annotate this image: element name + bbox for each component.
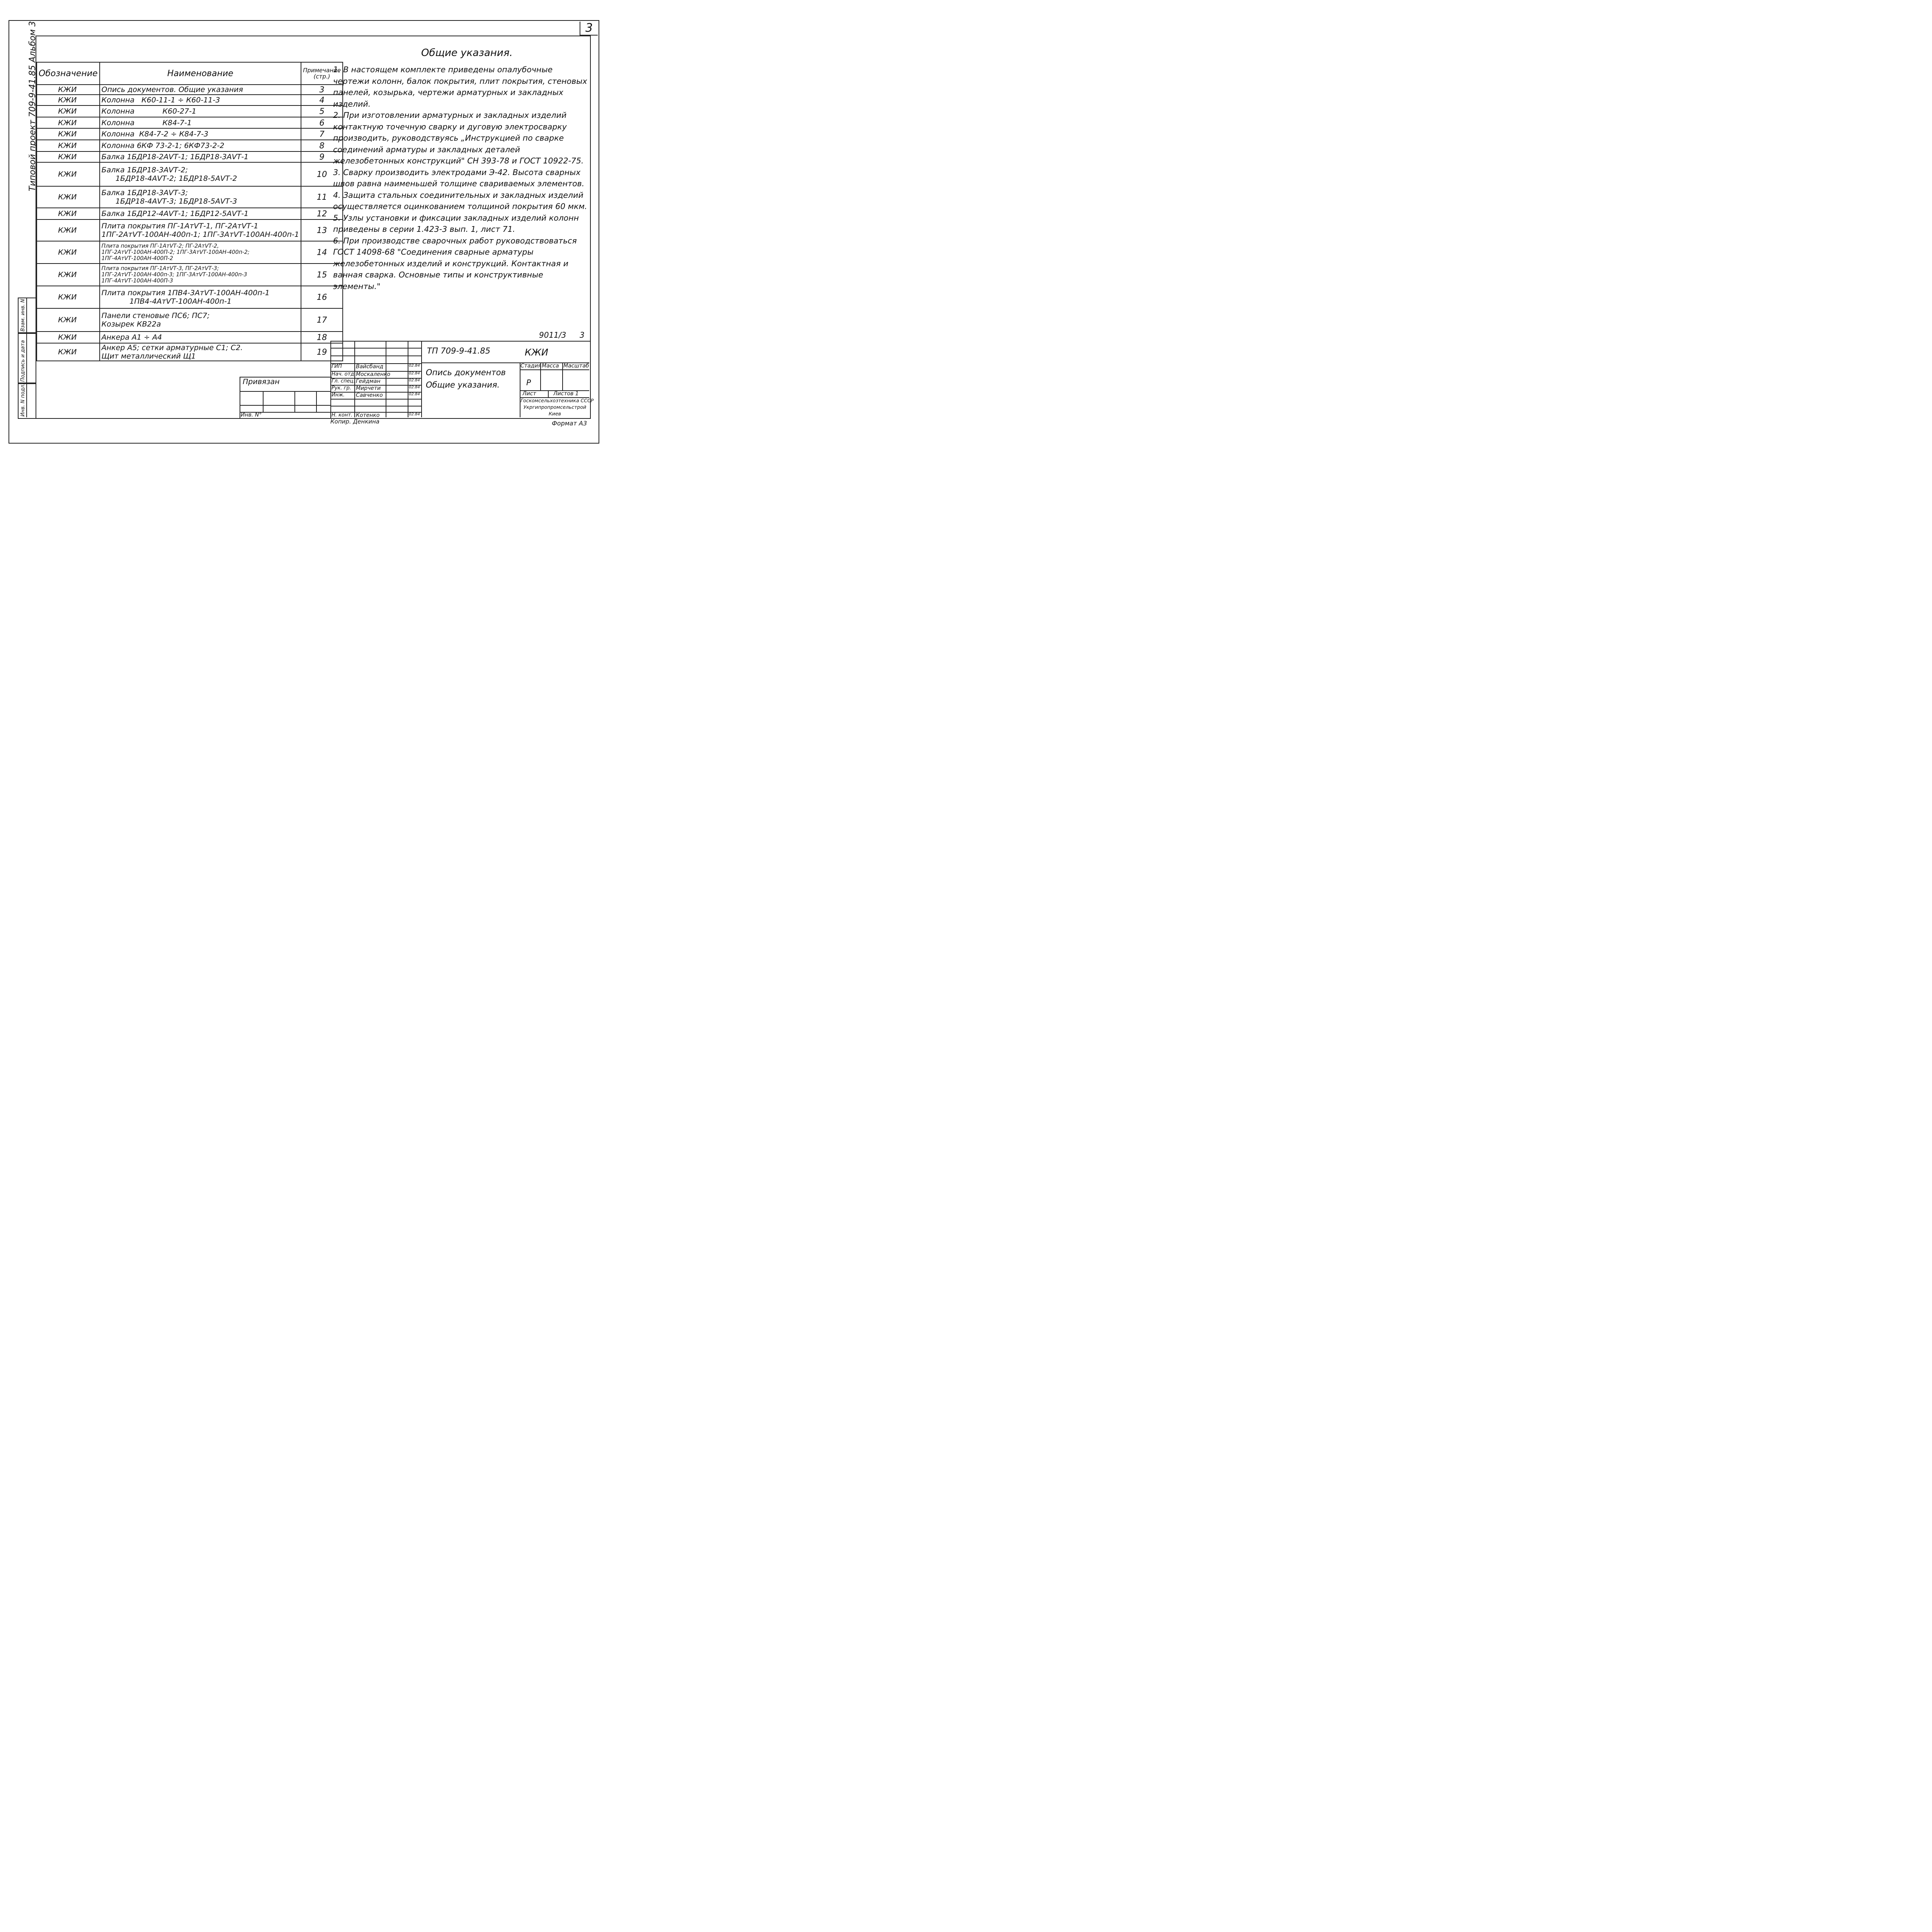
paper-format: Формат А3 bbox=[552, 420, 587, 427]
row-code: КЖИ bbox=[37, 264, 100, 286]
row-name: Анкера А1 ÷ А4 bbox=[100, 332, 301, 343]
signature-name: Гейдман bbox=[356, 378, 381, 384]
row-code: КЖИ bbox=[37, 95, 100, 105]
table-row bbox=[37, 85, 343, 95]
row-page: 6 bbox=[301, 117, 343, 128]
row-name: Колонна К60-27-1 bbox=[100, 105, 301, 117]
copied-by: Копир. Денкина bbox=[330, 418, 380, 425]
notes-body bbox=[333, 64, 588, 292]
row-page: 17 bbox=[301, 308, 343, 332]
row-page: 3 bbox=[301, 85, 343, 95]
row-name: Балка 1БДР18-3АⅤТ-2; 1БДР18-4АⅤТ-2; 1БДР18-5АⅤТ-2 bbox=[100, 162, 301, 186]
signature-date: 02.84 bbox=[409, 412, 420, 417]
scale-label: Масштаб bbox=[563, 363, 589, 369]
signature-role: Инж. bbox=[332, 392, 345, 398]
table-row bbox=[37, 241, 343, 264]
row-name: Плита покрытия 1ПВ4-3АтⅤТ-100АН-400п-1 1ПВ4-4АтⅤТ-100АН-400п-1 bbox=[100, 286, 301, 308]
row-page: 15 bbox=[301, 264, 343, 286]
mark-code: КЖИ bbox=[525, 347, 548, 358]
organization: Госкомсельхозтехника СССР Укргипропромсельстрой Киев bbox=[520, 398, 594, 417]
table-row bbox=[37, 162, 343, 186]
note-item: 3. Сварку производить электродами Э-42. Высота сварных швов равна наименьшей толщине свариваемых элементов. bbox=[333, 167, 585, 188]
row-page: 7 bbox=[301, 128, 343, 140]
table-row bbox=[37, 208, 343, 219]
header-name: Наименование bbox=[100, 62, 301, 85]
mass-label: Масса bbox=[542, 363, 559, 369]
table-row bbox=[37, 308, 343, 332]
row-code: КЖИ bbox=[37, 105, 100, 117]
row-page: 10 bbox=[301, 162, 343, 186]
row-code: КЖИ bbox=[37, 286, 100, 308]
row-name: Балка 1БДР18-2АⅤТ-1; 1БДР18-3АⅤТ-1 bbox=[100, 151, 301, 162]
row-code: КЖИ bbox=[37, 308, 100, 332]
note-item: 6. При производстве сварочных работ руководствоваться ГОСТ 14098-68 "Соединения сварные арматуры железобетонных изделий и конструкций. Контактная и ванная сварка. Основные типы и конструктивные элементы." bbox=[333, 236, 577, 291]
note-item: 5. Узлы установки и фиксации закладных изделий колонн приведены в серии 1.423-3 вып. 1, лист 71. bbox=[333, 213, 579, 234]
row-code: КЖИ bbox=[37, 219, 100, 241]
row-code: КЖИ bbox=[37, 332, 100, 343]
stamp-inv-podl-label: Инв. N подл. bbox=[20, 383, 26, 417]
signature-name: Савченко bbox=[356, 392, 383, 398]
documents-table bbox=[36, 62, 343, 361]
signature-role: ГИП bbox=[332, 364, 342, 369]
row-code: КЖИ bbox=[37, 162, 100, 186]
project-code: ТП 709-9-41.85 bbox=[427, 346, 491, 355]
signature-date: 02.84 bbox=[409, 392, 420, 396]
table-row bbox=[37, 117, 343, 128]
signature-name: Вайсбанд bbox=[356, 364, 384, 370]
row-name: Балка 1БДР18-3АⅤТ-3; 1БДР18-4АⅤТ-3; 1БДР18-5АⅤТ-3 bbox=[100, 186, 301, 208]
header-note: Примечание (стр.) bbox=[301, 62, 343, 85]
table-row bbox=[37, 264, 343, 286]
sheet-number: 3 bbox=[580, 22, 598, 36]
table-row bbox=[37, 140, 343, 151]
signature-role: Гл. спец. bbox=[332, 378, 355, 384]
table-header-row bbox=[37, 62, 343, 85]
row-name: Плита покрытия ПГ-1АтⅤТ-1, ПГ-2АтⅤТ-1 1ПГ-2АтⅤТ-100АН-400п-1; 1ПГ-3АтⅤТ-100АН-400п-1 bbox=[100, 219, 301, 241]
row-name: Плита покрытия ПГ-1АтⅤТ-3, ПГ-2АтⅤТ-3; 1ПГ-2АтⅤТ-100АН-400п-3; 1ПГ-3АтⅤТ-100АН-400п-3 1ПГ-4АтⅤТ-100АН-400П-3 bbox=[100, 264, 301, 286]
table-row bbox=[37, 105, 343, 117]
header-code: Обозначение bbox=[37, 62, 100, 85]
table-row bbox=[37, 332, 343, 343]
row-page: 14 bbox=[301, 241, 343, 264]
row-page: 19 bbox=[301, 343, 343, 361]
signature-name: Мирчети bbox=[356, 385, 381, 391]
table-row bbox=[37, 151, 343, 162]
album-stamp bbox=[17, 21, 37, 191]
drawing-page: 3 bbox=[580, 330, 585, 340]
row-code: КЖИ bbox=[37, 186, 100, 208]
table-row bbox=[37, 186, 343, 208]
signature-date: 02.84 bbox=[409, 378, 420, 383]
row-name: Плита покрытия ПГ-1АтⅤТ-2; ПГ-2АтⅤТ-2, 1ПГ-2АтⅤТ-100АН-400П-2; 1ПГ-3АтⅤТ-100АН-400п-2; 1ПГ-4АтⅤТ-100АН-400П-2 bbox=[100, 241, 301, 264]
row-page: 16 bbox=[301, 286, 343, 308]
row-code: КЖИ bbox=[37, 241, 100, 264]
table-row bbox=[37, 219, 343, 241]
stamp-signature-date-label: Подпись и дата bbox=[20, 340, 26, 382]
stamp-replace-inv-label: Взам. инв. N bbox=[20, 299, 26, 332]
stamp-divider bbox=[26, 298, 27, 417]
row-page: 9 bbox=[301, 151, 343, 162]
row-page: 11 bbox=[301, 186, 343, 208]
row-code: КЖИ bbox=[37, 151, 100, 162]
row-name: Колонна 6КФ 73-2-1; 6КФ73-2-2 bbox=[100, 140, 301, 151]
row-code: КЖИ bbox=[37, 85, 100, 95]
row-page: 12 bbox=[301, 208, 343, 219]
signature-role: Рук. гр. bbox=[332, 385, 351, 391]
document-title: Опись документов Общие указания. bbox=[426, 368, 506, 389]
signature-date: 02.84 bbox=[409, 385, 420, 389]
table-row bbox=[37, 95, 343, 105]
row-name: Анкер А5; сетки арматурные С1; С2. Щит металлический Щ1 bbox=[100, 343, 301, 361]
note-item: 4. Защита стальных соединительных и закладных изделий осуществляется оцинкованием толщиной покрытия 60 мкм. bbox=[333, 190, 587, 211]
row-code: КЖИ bbox=[37, 140, 100, 151]
table-row bbox=[37, 286, 343, 308]
inv-label: Инв. N° bbox=[241, 412, 262, 418]
row-code: КЖИ bbox=[37, 128, 100, 140]
row-name: Колонна К84-7-1 bbox=[100, 117, 301, 128]
signature-name: Москаленко bbox=[356, 371, 391, 378]
album-stamp-text: Типовой проект 709-9-41.85 Альбом 3 bbox=[28, 21, 37, 191]
row-code: КЖИ bbox=[37, 343, 100, 361]
notes-title: Общие указания. bbox=[421, 47, 513, 59]
stage-value: Р bbox=[526, 378, 531, 387]
row-code: КЖИ bbox=[37, 117, 100, 128]
table-row bbox=[37, 343, 343, 361]
row-page: 5 bbox=[301, 105, 343, 117]
signature-role: Н. конт. bbox=[332, 412, 353, 418]
row-page: 8 bbox=[301, 140, 343, 151]
signature-date: 02.84 bbox=[409, 364, 420, 368]
note-item: 1. В настоящем комплекте приведены опалубочные чертежи колонн, балок покрытия, плит покрытия, стеновых панелей, козырька, чертежи арматурных и закладных изделий. bbox=[333, 65, 587, 109]
signature-role: Нач. отд. bbox=[332, 371, 356, 377]
drawing-number: 9011/3 bbox=[539, 330, 566, 340]
signature-date: 02.84 bbox=[409, 371, 420, 376]
sheet-label: Лист bbox=[522, 391, 536, 397]
row-name: Колонна К84-7-2 ÷ К84-7-3 bbox=[100, 128, 301, 140]
signature-name: Котенко bbox=[356, 412, 380, 418]
row-page: 13 bbox=[301, 219, 343, 241]
bound-label: Привязан bbox=[243, 378, 280, 386]
note-item: 2. При изготовлении арматурных и закладных изделий контактную точечную сварку и дуговую электросварку производить, руководствуясь „Инструкцией по сварке соединений арматуры и закладных деталей железобетонных конструкций" СН 393-78 и ГОСТ 10922-75. bbox=[333, 111, 584, 165]
row-page: 4 bbox=[301, 95, 343, 105]
row-name: Балка 1БДР12-4АⅤТ-1; 1БДР12-5АⅤТ-1 bbox=[100, 208, 301, 219]
row-name: Колонна К60-11-1 ÷ К60-11-3 bbox=[100, 95, 301, 105]
row-name: Опись документов. Общие указания bbox=[100, 85, 301, 95]
table-row bbox=[37, 128, 343, 140]
row-page: 18 bbox=[301, 332, 343, 343]
sheets-label: Листов 1 bbox=[553, 391, 579, 397]
row-name: Панели стеновые ПС6; ПС7; Козырек КВ22а bbox=[100, 308, 301, 332]
row-code: КЖИ bbox=[37, 208, 100, 219]
stage-label: Стадия bbox=[520, 363, 541, 369]
